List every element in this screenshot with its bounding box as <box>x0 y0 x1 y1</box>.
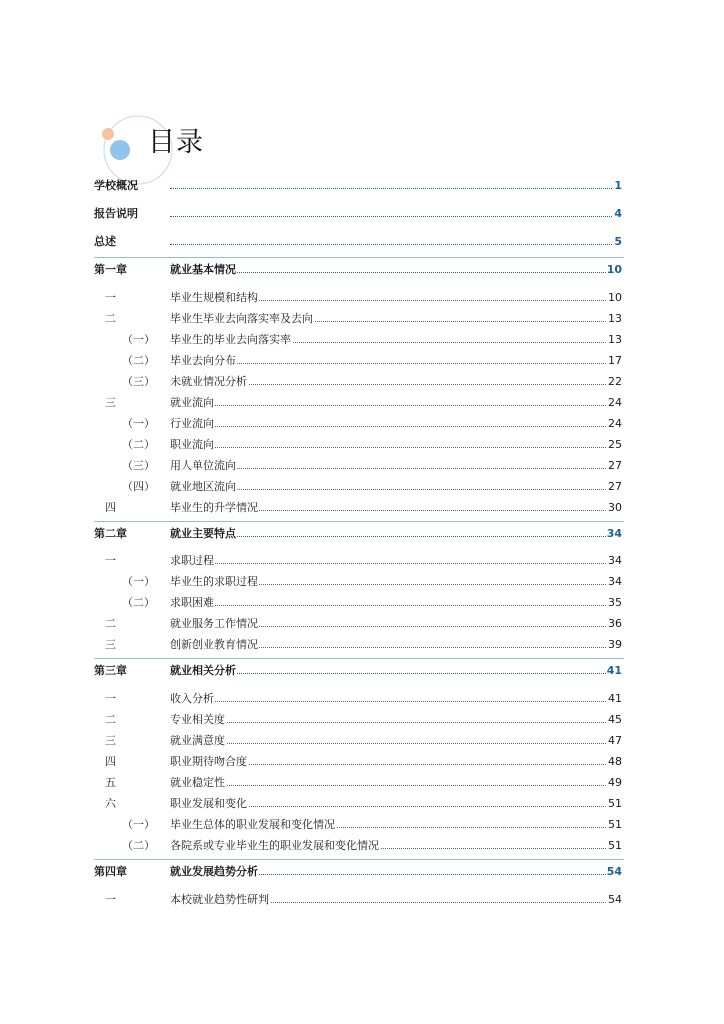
toc-entry-number: （二） <box>122 354 155 367</box>
toc-entry-number: 一 <box>105 692 116 705</box>
toc-entry-number: 第二章 <box>94 527 127 540</box>
toc-leader-dots <box>170 244 622 245</box>
toc-entry-number: 二 <box>105 617 116 630</box>
toc-entry-number: （二） <box>122 438 155 451</box>
toc-leader-dots <box>170 447 622 448</box>
toc-entry-label[interactable]: 就业满意度 <box>170 731 226 751</box>
toc-entry-label[interactable]: 毕业去向分布 <box>170 351 237 371</box>
toc-entry-label[interactable]: 就业稳定性 <box>170 773 226 793</box>
toc-entry-label[interactable]: 就业地区流向 <box>170 477 237 497</box>
toc-entry[interactable] <box>0 288 724 308</box>
toc-leader-dots <box>170 563 622 564</box>
toc-entry[interactable] <box>0 351 724 371</box>
toc-entry-label[interactable]: 求职困难 <box>170 593 215 613</box>
toc-page-number: 54 <box>606 862 622 882</box>
toc-entry[interactable] <box>0 498 724 518</box>
toc-entry[interactable] <box>0 330 724 350</box>
toc-entry-label[interactable]: 各院系或专业毕业生的职业发展和变化情况 <box>170 836 380 856</box>
toc-entry-number: （二） <box>122 839 155 852</box>
toc-entry[interactable] <box>0 524 724 544</box>
toc-entry[interactable] <box>0 456 724 476</box>
toc-entry[interactable] <box>0 614 724 634</box>
toc-entry[interactable] <box>0 477 724 497</box>
toc-page-number: 17 <box>607 351 622 371</box>
toc-page-number: 25 <box>607 435 622 455</box>
toc-entry-number: 一 <box>105 893 116 906</box>
toc-entry-label[interactable]: 毕业生规模和结构 <box>170 288 259 308</box>
toc-entry-label[interactable]: 本校就业趋势性研判 <box>170 890 270 910</box>
toc-entry-number: 第四章 <box>94 865 127 878</box>
toc-entry-label[interactable]: 就业基本情况 <box>170 260 237 280</box>
toc-leader-dots <box>170 426 622 427</box>
toc-page-number: 10 <box>607 288 622 308</box>
toc-leader-dots <box>170 673 622 674</box>
toc-page-number: 41 <box>606 661 622 681</box>
toc-leader-dots <box>170 489 622 490</box>
toc-page-number: 34 <box>607 551 622 571</box>
toc-entry[interactable] <box>0 773 724 793</box>
toc-entry-number: 六 <box>105 797 116 810</box>
toc-entry[interactable] <box>0 593 724 613</box>
toc-entry-number: 三 <box>105 734 116 747</box>
chapter-divider <box>94 859 624 860</box>
toc-entry-label[interactable]: 求职过程 <box>170 551 215 571</box>
toc-page-number: 13 <box>607 330 622 350</box>
toc-entry-number: 二 <box>105 713 116 726</box>
toc-entry-label[interactable]: 毕业生的升学情况 <box>170 498 259 518</box>
toc-entry-number: （二） <box>122 596 155 609</box>
toc-entry-label[interactable]: 就业发展趋势分析 <box>170 862 259 882</box>
toc-page-number: 5 <box>613 232 622 252</box>
toc-leader-dots <box>170 272 622 273</box>
toc-entry-label[interactable]: 毕业生的毕业去向落实率 <box>170 330 292 350</box>
toc-entry[interactable] <box>0 393 724 413</box>
toc-entry-number: 一 <box>105 554 116 567</box>
chapter-divider <box>94 658 624 659</box>
toc-leader-dots <box>170 605 622 606</box>
toc-page-number: 47 <box>607 731 622 751</box>
toc-entry-number: 四 <box>105 755 116 768</box>
toc-entry[interactable] <box>0 309 724 329</box>
toc-entry-number: （四） <box>122 480 155 493</box>
toc-entry-label[interactable]: 用人单位流向 <box>170 456 237 476</box>
toc-leader-dots <box>170 722 622 723</box>
toc-entry-label[interactable]: 就业主要特点 <box>170 524 237 544</box>
toc-entry[interactable] <box>0 862 724 882</box>
toc-entry[interactable] <box>0 661 724 681</box>
toc-entry-label[interactable]: 毕业生毕业去向落实率及去向 <box>170 309 314 329</box>
toc-entry-number: （一） <box>122 333 155 346</box>
toc-entry[interactable] <box>0 435 724 455</box>
toc-leader-dots <box>170 701 622 702</box>
toc-entry-label[interactable]: 就业相关分析 <box>170 661 237 681</box>
toc-page-number: 27 <box>607 456 622 476</box>
toc-entry-number: 一 <box>105 291 116 304</box>
toc-page-number: 51 <box>607 836 622 856</box>
toc-entry-number: （一） <box>122 417 155 430</box>
toc-page-number: 1 <box>613 176 622 196</box>
toc-entry[interactable] <box>0 204 724 224</box>
toc-entry[interactable] <box>0 176 724 196</box>
toc-entry-label[interactable]: 收入分析 <box>170 689 215 709</box>
toc-entry[interactable] <box>0 890 724 910</box>
toc-leader-dots <box>170 363 622 364</box>
toc-entry-label[interactable]: 职业流向 <box>170 435 215 455</box>
toc-entry[interactable] <box>0 815 724 835</box>
toc-entry-number: 学校概况 <box>94 179 138 192</box>
toc-page-number: 24 <box>607 414 622 434</box>
toc-leader-dots <box>170 785 622 786</box>
page-title: 目录 <box>148 127 204 158</box>
chapter-divider <box>94 521 624 522</box>
toc-entry[interactable] <box>0 635 724 655</box>
chapter-divider <box>94 257 624 258</box>
toc-entry[interactable] <box>0 689 724 709</box>
toc-entry-number: 第一章 <box>94 263 127 276</box>
toc-entry-number: 第三章 <box>94 664 127 677</box>
toc-entry-number: 总述 <box>94 235 116 248</box>
toc-page-number: 51 <box>607 794 622 814</box>
toc-page-number: 30 <box>607 498 622 518</box>
toc-page-number: 45 <box>607 710 622 730</box>
toc-entry[interactable] <box>0 260 724 280</box>
toc-entry[interactable] <box>0 794 724 814</box>
toc-page-number: 35 <box>607 593 622 613</box>
toc-entry-number: 报告说明 <box>94 207 138 220</box>
toc-page-number: 24 <box>607 393 622 413</box>
toc-leader-dots <box>170 468 622 469</box>
toc-entry[interactable] <box>0 572 724 592</box>
toc-entry-label[interactable]: 毕业生的求职过程 <box>170 572 259 592</box>
toc-entry-label[interactable]: 专业相关度 <box>170 710 226 730</box>
toc-page-number: 36 <box>607 614 622 634</box>
toc-page-number: 39 <box>607 635 622 655</box>
toc-entry[interactable] <box>0 551 724 571</box>
toc-entry-number: 三 <box>105 638 116 651</box>
toc-page-number: 27 <box>607 477 622 497</box>
toc-page-number: 49 <box>607 773 622 793</box>
toc-entry-label[interactable]: 创新创业教育情况 <box>170 635 259 655</box>
toc-page-number: 13 <box>607 309 622 329</box>
toc-page-number: 41 <box>607 689 622 709</box>
toc-entry[interactable] <box>0 414 724 434</box>
toc-entry[interactable] <box>0 232 724 252</box>
toc-entry-number: 二 <box>105 312 116 325</box>
toc-entry-number: （一） <box>122 818 155 831</box>
toc-entry-label[interactable]: 未就业情况分析 <box>170 372 248 392</box>
toc-entry-label[interactable]: 职业发展和变化 <box>170 794 248 814</box>
toc-page-number: 54 <box>607 890 622 910</box>
toc-leader-dots <box>170 536 622 537</box>
toc-entry-label[interactable]: 行业流向 <box>170 414 215 434</box>
toc-page-number: 34 <box>606 524 622 544</box>
toc-entry-number: （三） <box>122 375 155 388</box>
toc-page-number: 48 <box>607 752 622 772</box>
toc-page-number: 34 <box>607 572 622 592</box>
toc-page-number: 10 <box>606 260 622 280</box>
toc-entry[interactable] <box>0 372 724 392</box>
toc-leader-dots <box>170 405 622 406</box>
toc-leader-dots <box>170 188 622 189</box>
toc-leader-dots <box>170 743 622 744</box>
toc-page-number: 4 <box>613 204 622 224</box>
toc-entry-label[interactable]: 就业服务工作情况 <box>170 614 259 634</box>
toc-page-number: 22 <box>607 372 622 392</box>
toc-entry[interactable] <box>0 836 724 856</box>
toc-entry[interactable] <box>0 710 724 730</box>
toc-entry[interactable] <box>0 731 724 751</box>
toc-entry-number: 五 <box>105 776 116 789</box>
toc-entry-number: 四 <box>105 501 116 514</box>
toc-entry-label[interactable]: 毕业生总体的职业发展和变化情况 <box>170 815 336 835</box>
toc-leader-dots <box>170 216 622 217</box>
toc-entry[interactable] <box>0 752 724 772</box>
toc-entry-number: （一） <box>122 575 155 588</box>
toc-page-number: 51 <box>607 815 622 835</box>
toc-entry-number: （三） <box>122 459 155 472</box>
toc-entry-label[interactable]: 职业期待吻合度 <box>170 752 248 772</box>
toc-entry-number: 三 <box>105 396 116 409</box>
toc-entry-label[interactable]: 就业流向 <box>170 393 215 413</box>
